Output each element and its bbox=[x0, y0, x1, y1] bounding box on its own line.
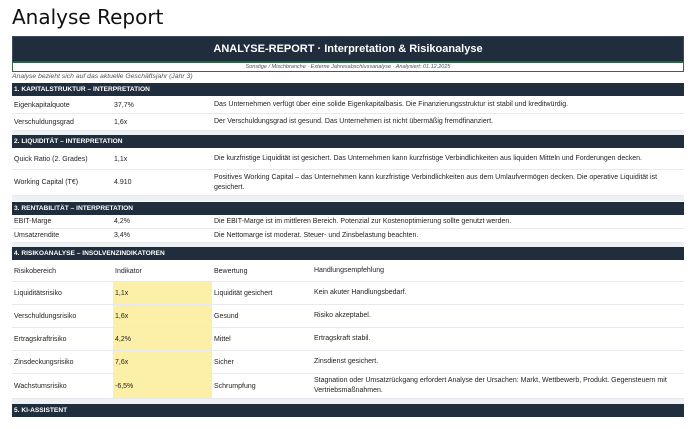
risk-rating: Mittel bbox=[214, 335, 231, 343]
metric-value: 3,4% bbox=[114, 232, 130, 239]
section-header-liquiditaet: 2. LIQUIDITÄT – INTERPRETATION bbox=[12, 135, 684, 148]
risk-recommendation: Zinsdienst gesichert. bbox=[314, 358, 379, 365]
metric-label: EBIT-Marge bbox=[14, 218, 52, 225]
page-title: Analyse Report bbox=[12, 5, 164, 29]
metric-label: Eigenkapitalquote bbox=[14, 101, 70, 109]
section-header-risikoanalyse: 4. RISIKOANALYSE – INSOLVENZINDIKATOREN bbox=[12, 247, 684, 260]
table-row[interactable] bbox=[12, 215, 684, 229]
metric-value: 1,6x bbox=[114, 118, 128, 126]
column-header-indikator: Indikator bbox=[115, 267, 142, 275]
section-header-ki-assistent[interactable]: 5. KI-ASSISTENT bbox=[12, 404, 684, 417]
section-header-rentabilitaet: 3. RENTABILITÄT – INTERPRETATION bbox=[12, 202, 684, 215]
spacer-bar bbox=[12, 196, 684, 201]
metric-value: 4,2% bbox=[114, 218, 130, 225]
risk-indicator: 1,1x bbox=[113, 282, 212, 304]
risk-area: Wachstumsrisiko bbox=[14, 382, 67, 390]
report-banner-title: ANALYSE-REPORT · Interpretation & Risikoanalyse bbox=[12, 36, 684, 62]
table-row[interactable] bbox=[12, 374, 684, 399]
table-row[interactable] bbox=[12, 351, 684, 374]
table-row[interactable] bbox=[12, 229, 684, 243]
risk-rating: Schrumpfung bbox=[214, 382, 256, 390]
table-row[interactable] bbox=[12, 97, 684, 114]
table-row[interactable] bbox=[12, 305, 684, 328]
metric-interpretation: Die EBIT-Marge ist im mittleren Bereich. Potenzial zur Kostenoptimierung sollte genutzt werden. bbox=[214, 217, 512, 225]
risk-indicator: -6,5% bbox=[113, 374, 212, 398]
metric-label: Verschuldungsgrad bbox=[14, 118, 74, 126]
table-row[interactable] bbox=[12, 149, 684, 170]
risk-indicator: 4,2% bbox=[113, 328, 212, 350]
risk-recommendation: Ertragskraft stabil. bbox=[314, 335, 371, 342]
report-sheet bbox=[12, 33, 684, 423]
risk-area: Verschuldungsrisiko bbox=[14, 312, 77, 320]
section-header-kapitalstruktur: 1. KAPITALSTRUKTUR – INTERPRETATION bbox=[12, 83, 684, 96]
metric-interpretation: Das Unternehmen verfügt über eine solide Eigenkapitalbasis. Die Finanzierungsstruktur ist stabil und kreditwürdig. bbox=[214, 101, 569, 108]
metric-value: 37,7% bbox=[114, 101, 134, 109]
table-row[interactable] bbox=[12, 170, 684, 196]
risk-area: Zinsdeckungsrisiko bbox=[14, 358, 74, 366]
risk-indicator: 7,6x bbox=[113, 351, 212, 373]
metric-interpretation: Der Verschuldungsgrad ist gesund. Das Unternehmen ist nicht übermäßig fremdfinanziert. bbox=[214, 118, 493, 125]
metric-value: 1,1x bbox=[114, 155, 128, 163]
risk-recommendation: Stagnation oder Umsatzrückgang erfordert Analyse der Ursachen: Markt, Wettbewerb, Produkt. Gegensteuern mit Vertriebsmaßnahmen. bbox=[314, 377, 667, 394]
risk-recommendation: Risiko akzeptabel. bbox=[314, 312, 371, 319]
risk-recommendation: Kein akuter Handlungsbedarf. bbox=[314, 289, 407, 296]
metric-interpretation: Die Nettomarge ist moderat. Steuer- und Zinsbelastung beachten. bbox=[214, 231, 419, 239]
risk-rating: Gesund bbox=[214, 312, 239, 320]
metric-interpretation: Positives Working Capital – das Unternehmen kann kurzfristige Verbindlichkeiten aus dem Umlaufvermögen decken. Die operative Liquidität ist gesichert. bbox=[214, 173, 658, 191]
table-header-row bbox=[12, 261, 684, 282]
risk-indicator: 1,6x bbox=[113, 305, 212, 327]
table-row[interactable] bbox=[12, 282, 684, 305]
column-header-risikobereich: Risikobereich bbox=[14, 267, 57, 275]
column-header-bewertung: Bewertung bbox=[214, 267, 248, 275]
metric-label: Umsatzrendite bbox=[14, 232, 60, 239]
table-row[interactable] bbox=[12, 114, 684, 131]
metric-interpretation: Die kurzfristige Liquidität ist gesichert. Das Unternehmen kann kurzfristige Verbindlichkeiten aus liquiden Mitteln und Forderungen decken. bbox=[214, 155, 643, 162]
metric-label: Working Capital (T€) bbox=[14, 179, 79, 186]
risk-rating: Liquidität gesichert bbox=[214, 289, 273, 297]
table-row[interactable] bbox=[12, 328, 684, 351]
risk-rating: Sicher bbox=[214, 358, 234, 366]
metric-value: 4.910 bbox=[114, 179, 132, 186]
analysis-note: Analyse bezieht sich auf das aktuelle Geschäftsjahr (Jahr 3) bbox=[12, 73, 193, 80]
report-meta-line: Sonstige / Mischbranche · Externe Jahresabschlussanalyse · Analysiert: 01.12.2025 bbox=[12, 62, 684, 72]
column-header-handlungsempfehlung: Handlungsempfehlung bbox=[314, 267, 385, 274]
risk-area: Ertragskraftrisiko bbox=[14, 335, 67, 343]
risk-area: Liquiditätsrisiko bbox=[14, 289, 62, 297]
metric-label: Quick Ratio (2. Grades) bbox=[14, 155, 88, 163]
